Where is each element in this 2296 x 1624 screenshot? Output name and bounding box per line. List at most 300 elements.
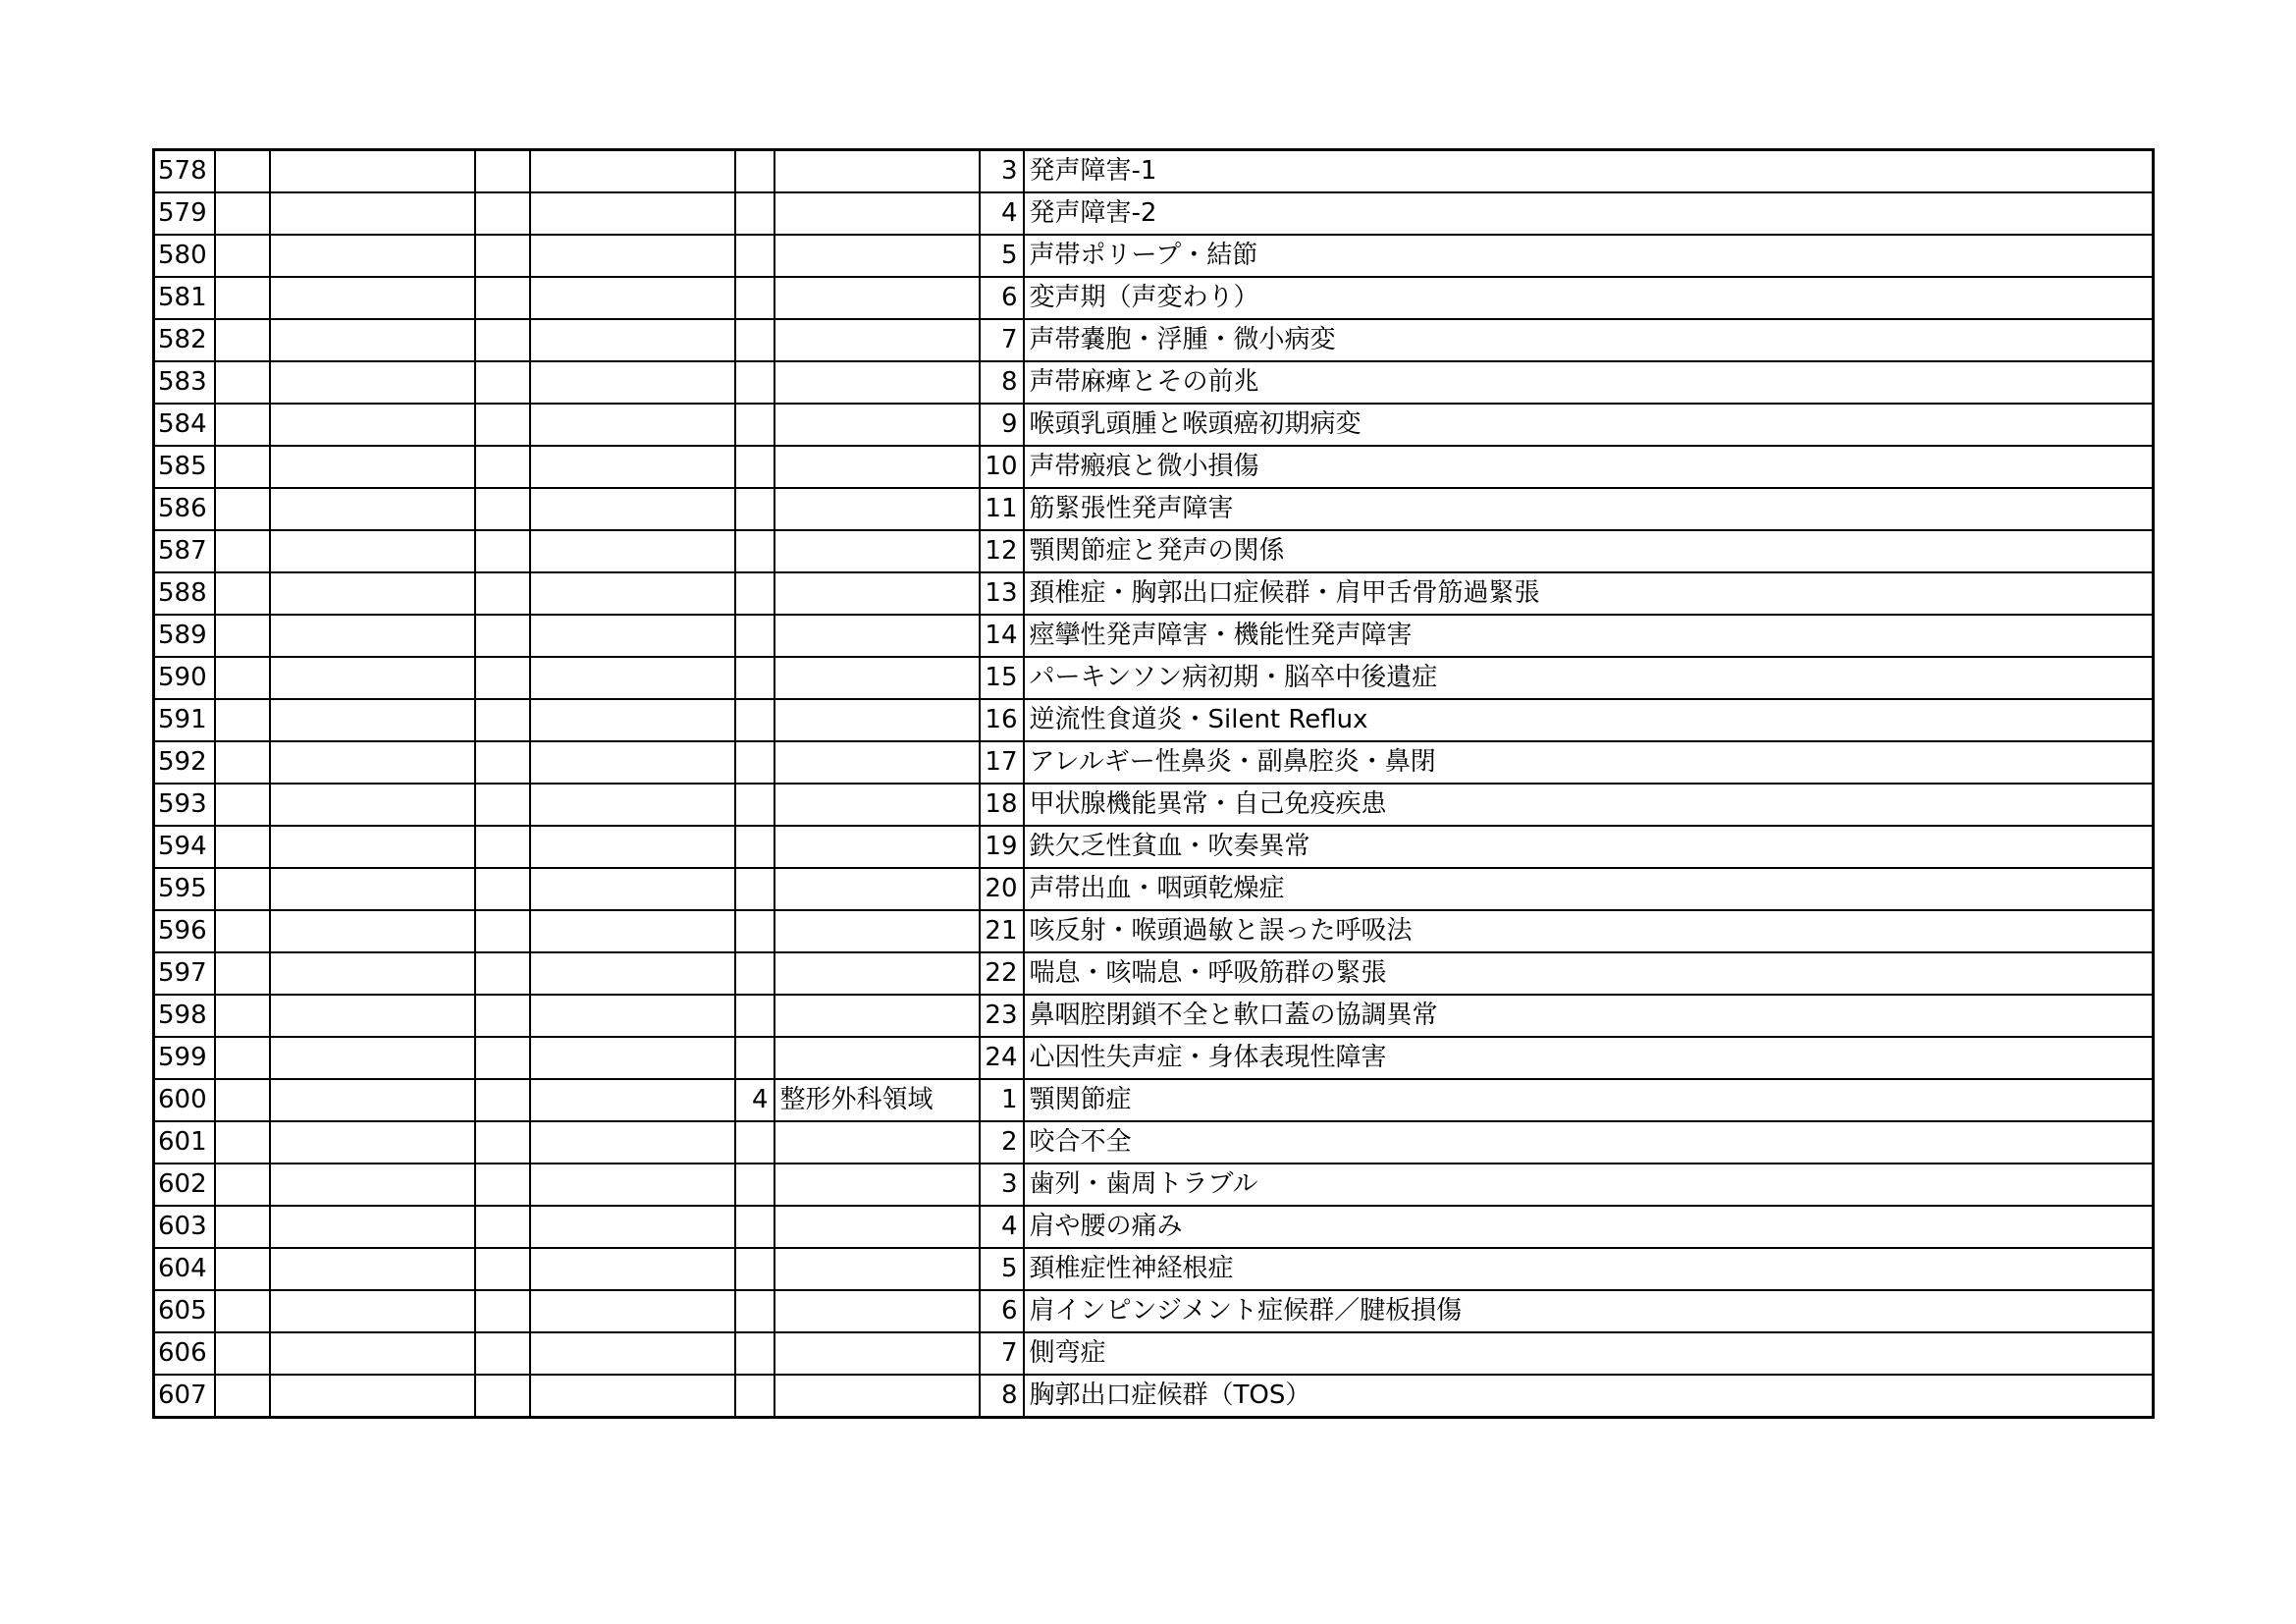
row-number-cell: 587 <box>154 530 215 572</box>
item-title-cell: 声帯ポリープ・結節 <box>1024 235 2154 277</box>
level2-number-cell <box>475 657 530 699</box>
level1-label-cell <box>270 488 475 530</box>
item-number-cell: 2 <box>980 1121 1024 1164</box>
table-row <box>154 404 2154 446</box>
table-row <box>154 361 2154 404</box>
item-title-cell: 顎関節症と発声の関係 <box>1024 530 2154 572</box>
level2-label-cell <box>530 826 735 868</box>
item-title-cell: 鼻咽腔閉鎖不全と軟口蓋の協調異常 <box>1024 995 2154 1037</box>
item-number-cell: 14 <box>980 615 1024 657</box>
row-number-cell: 594 <box>154 826 215 868</box>
level2-label-cell <box>530 150 735 193</box>
item-title-cell: 発声障害-2 <box>1024 192 2154 235</box>
level1-number-cell <box>215 530 270 572</box>
level2-number-cell <box>475 1164 530 1206</box>
table-row <box>154 1375 2154 1418</box>
level3-label-cell <box>774 784 980 826</box>
item-number-cell: 12 <box>980 530 1024 572</box>
item-number-cell: 20 <box>980 868 1024 910</box>
level1-label-cell <box>270 1164 475 1206</box>
table-row <box>154 192 2154 235</box>
item-number-cell: 18 <box>980 784 1024 826</box>
level1-number-cell <box>215 952 270 995</box>
row-number-cell: 600 <box>154 1079 215 1121</box>
level1-label-cell <box>270 1037 475 1079</box>
level1-label-cell <box>270 319 475 361</box>
level3-label-cell <box>774 868 980 910</box>
level2-label-cell <box>530 446 735 488</box>
level3-label-cell <box>774 826 980 868</box>
level1-label-cell <box>270 572 475 615</box>
item-title-cell: 声帯嚢胞・浮腫・微小病変 <box>1024 319 2154 361</box>
level1-label-cell <box>270 699 475 741</box>
level2-number-cell <box>475 1121 530 1164</box>
level3-number-cell <box>735 150 774 193</box>
level2-label-cell <box>530 910 735 952</box>
level3-label-cell <box>774 277 980 319</box>
level2-number-cell <box>475 572 530 615</box>
level1-label-cell <box>270 1290 475 1332</box>
row-number-cell: 590 <box>154 657 215 699</box>
table-row <box>154 1248 2154 1290</box>
level2-number-cell <box>475 530 530 572</box>
level1-label-cell <box>270 741 475 784</box>
item-number-cell: 7 <box>980 319 1024 361</box>
level1-label-cell <box>270 1206 475 1248</box>
level2-number-cell <box>475 488 530 530</box>
row-number-cell: 589 <box>154 615 215 657</box>
level2-label-cell <box>530 1290 735 1332</box>
level3-number-cell <box>735 1375 774 1418</box>
item-title-cell: 胸郭出口症候群（TOS） <box>1024 1375 2154 1418</box>
item-number-cell: 9 <box>980 404 1024 446</box>
level1-label-cell <box>270 784 475 826</box>
level1-number-cell <box>215 1121 270 1164</box>
level2-number-cell <box>475 150 530 193</box>
level3-number-cell <box>735 995 774 1037</box>
item-number-cell: 7 <box>980 1332 1024 1375</box>
item-title-cell: 頚椎症・胸郭出口症候群・肩甲舌骨筋過緊張 <box>1024 572 2154 615</box>
table-row <box>154 319 2154 361</box>
level3-label-cell <box>774 1206 980 1248</box>
level2-label-cell <box>530 361 735 404</box>
level3-number-cell <box>735 530 774 572</box>
level3-number-cell <box>735 1206 774 1248</box>
item-title-cell: パーキンソン病初期・脳卒中後遺症 <box>1024 657 2154 699</box>
table-row <box>154 1290 2154 1332</box>
row-number-cell: 584 <box>154 404 215 446</box>
table-row <box>154 150 2154 193</box>
level1-label-cell <box>270 150 475 193</box>
item-title-cell: 顎関節症 <box>1024 1079 2154 1121</box>
item-number-cell: 6 <box>980 1290 1024 1332</box>
level3-label-cell <box>774 446 980 488</box>
level3-number-cell <box>735 741 774 784</box>
level3-label-cell <box>774 1037 980 1079</box>
level2-number-cell <box>475 1248 530 1290</box>
level1-label-cell <box>270 530 475 572</box>
table-row <box>154 615 2154 657</box>
level3-number-cell <box>735 615 774 657</box>
level2-label-cell <box>530 1164 735 1206</box>
level2-number-cell <box>475 784 530 826</box>
row-number-cell: 581 <box>154 277 215 319</box>
level3-number-cell <box>735 910 774 952</box>
item-number-cell: 8 <box>980 361 1024 404</box>
level1-number-cell <box>215 1206 270 1248</box>
row-number-cell: 586 <box>154 488 215 530</box>
item-title-cell: 逆流性食道炎・Silent Reflux <box>1024 699 2154 741</box>
level3-label-cell <box>774 910 980 952</box>
item-number-cell: 4 <box>980 1206 1024 1248</box>
level3-number-cell <box>735 1037 774 1079</box>
level1-number-cell <box>215 1037 270 1079</box>
level3-number-cell <box>735 1290 774 1332</box>
level3-number-cell <box>735 657 774 699</box>
row-number-cell: 596 <box>154 910 215 952</box>
table-row <box>154 446 2154 488</box>
level1-number-cell <box>215 572 270 615</box>
item-number-cell: 13 <box>980 572 1024 615</box>
item-number-cell: 17 <box>980 741 1024 784</box>
level1-number-cell <box>215 615 270 657</box>
item-number-cell: 6 <box>980 277 1024 319</box>
row-number-cell: 582 <box>154 319 215 361</box>
level2-label-cell <box>530 277 735 319</box>
table-row <box>154 995 2154 1037</box>
level3-label-cell <box>774 1248 980 1290</box>
level1-number-cell <box>215 1164 270 1206</box>
level3-number-cell <box>735 699 774 741</box>
level2-label-cell <box>530 784 735 826</box>
row-number-cell: 585 <box>154 446 215 488</box>
item-title-cell: 肩や腰の痛み <box>1024 1206 2154 1248</box>
item-title-cell: 側弯症 <box>1024 1332 2154 1375</box>
level3-label-cell <box>774 530 980 572</box>
item-title-cell: 甲状腺機能異常・自己免疫疾患 <box>1024 784 2154 826</box>
table-row <box>154 952 2154 995</box>
level1-number-cell <box>215 741 270 784</box>
row-number-cell: 601 <box>154 1121 215 1164</box>
level3-number-cell <box>735 319 774 361</box>
level3-number-cell <box>735 235 774 277</box>
level1-number-cell <box>215 277 270 319</box>
item-number-cell: 3 <box>980 150 1024 193</box>
level3-number-cell <box>735 1164 774 1206</box>
level3-number-cell <box>735 192 774 235</box>
level1-label-cell <box>270 952 475 995</box>
level1-label-cell <box>270 361 475 404</box>
level1-number-cell <box>215 910 270 952</box>
level2-label-cell <box>530 404 735 446</box>
level2-label-cell <box>530 615 735 657</box>
level3-label-cell <box>774 952 980 995</box>
table-row <box>154 868 2154 910</box>
table-row <box>154 657 2154 699</box>
item-title-cell: 痙攣性発声障害・機能性発声障害 <box>1024 615 2154 657</box>
level1-label-cell <box>270 1375 475 1418</box>
level3-label-cell <box>774 488 980 530</box>
item-number-cell: 1 <box>980 1079 1024 1121</box>
level3-number-cell <box>735 1332 774 1375</box>
row-number-cell: 592 <box>154 741 215 784</box>
level1-number-cell <box>215 826 270 868</box>
table-row <box>154 1037 2154 1079</box>
level2-number-cell <box>475 1290 530 1332</box>
row-number-cell: 605 <box>154 1290 215 1332</box>
row-number-cell: 607 <box>154 1375 215 1418</box>
level2-label-cell <box>530 319 735 361</box>
level3-number-cell <box>735 952 774 995</box>
level1-number-cell <box>215 150 270 193</box>
item-title-cell: 咳反射・喉頭過敏と誤った呼吸法 <box>1024 910 2154 952</box>
item-number-cell: 5 <box>980 235 1024 277</box>
level2-number-cell <box>475 868 530 910</box>
level2-label-cell <box>530 530 735 572</box>
level1-number-cell <box>215 361 270 404</box>
level2-label-cell <box>530 868 735 910</box>
level2-number-cell <box>475 826 530 868</box>
level2-number-cell <box>475 235 530 277</box>
level1-number-cell <box>215 235 270 277</box>
level2-number-cell <box>475 1332 530 1375</box>
level2-number-cell <box>475 910 530 952</box>
row-number-cell: 578 <box>154 150 215 193</box>
level1-label-cell <box>270 910 475 952</box>
row-number-cell: 593 <box>154 784 215 826</box>
level1-number-cell <box>215 995 270 1037</box>
item-title-cell: 咬合不全 <box>1024 1121 2154 1164</box>
level2-label-cell <box>530 699 735 741</box>
level2-number-cell <box>475 995 530 1037</box>
table-row <box>154 530 2154 572</box>
index-table <box>152 148 2155 1419</box>
level2-label-cell <box>530 952 735 995</box>
level2-number-cell <box>475 615 530 657</box>
level3-label-cell <box>774 150 980 193</box>
table-body <box>154 150 2154 1418</box>
item-title-cell: 筋緊張性発声障害 <box>1024 488 2154 530</box>
level3-label-cell <box>774 699 980 741</box>
row-number-cell: 602 <box>154 1164 215 1206</box>
table-row <box>154 1164 2154 1206</box>
item-title-cell: 声帯瘢痕と微小損傷 <box>1024 446 2154 488</box>
level2-label-cell <box>530 235 735 277</box>
table-row <box>154 1206 2154 1248</box>
level2-label-cell <box>530 1375 735 1418</box>
level1-label-cell <box>270 277 475 319</box>
level3-label-cell <box>774 404 980 446</box>
level3-number-cell <box>735 488 774 530</box>
level3-label-cell <box>774 741 980 784</box>
table-row <box>154 277 2154 319</box>
level1-number-cell <box>215 1375 270 1418</box>
row-number-cell: 583 <box>154 361 215 404</box>
level3-label-cell <box>774 1375 980 1418</box>
level3-label-cell <box>774 615 980 657</box>
table-row <box>154 699 2154 741</box>
row-number-cell: 603 <box>154 1206 215 1248</box>
level2-number-cell <box>475 192 530 235</box>
row-number-cell: 580 <box>154 235 215 277</box>
level3-number-cell <box>735 826 774 868</box>
level1-label-cell <box>270 868 475 910</box>
table-row <box>154 1121 2154 1164</box>
item-title-cell: 頚椎症性神経根症 <box>1024 1248 2154 1290</box>
level2-label-cell <box>530 1248 735 1290</box>
level3-label-cell <box>774 192 980 235</box>
level2-number-cell <box>475 404 530 446</box>
item-title-cell: 喘息・咳喘息・呼吸筋群の緊張 <box>1024 952 2154 995</box>
level3-label-cell <box>774 1290 980 1332</box>
table-row <box>154 1079 2154 1121</box>
level3-number-cell <box>735 572 774 615</box>
item-number-cell: 16 <box>980 699 1024 741</box>
level2-label-cell <box>530 192 735 235</box>
level1-number-cell <box>215 192 270 235</box>
level1-label-cell <box>270 235 475 277</box>
row-number-cell: 599 <box>154 1037 215 1079</box>
item-number-cell: 4 <box>980 192 1024 235</box>
row-number-cell: 606 <box>154 1332 215 1375</box>
level3-label-cell <box>774 1164 980 1206</box>
item-number-cell: 11 <box>980 488 1024 530</box>
level2-number-cell <box>475 319 530 361</box>
level3-label-cell <box>774 319 980 361</box>
level2-label-cell <box>530 657 735 699</box>
level1-label-cell <box>270 192 475 235</box>
item-number-cell: 5 <box>980 1248 1024 1290</box>
table-row <box>154 910 2154 952</box>
level1-label-cell <box>270 1332 475 1375</box>
table-row <box>154 784 2154 826</box>
level2-label-cell <box>530 741 735 784</box>
item-title-cell: 声帯出血・咽頭乾燥症 <box>1024 868 2154 910</box>
level1-label-cell <box>270 446 475 488</box>
item-title-cell: 声帯麻痺とその前兆 <box>1024 361 2154 404</box>
row-number-cell: 595 <box>154 868 215 910</box>
row-number-cell: 598 <box>154 995 215 1037</box>
level1-label-cell <box>270 657 475 699</box>
item-title-cell: アレルギー性鼻炎・副鼻腔炎・鼻閉 <box>1024 741 2154 784</box>
level3-label-cell <box>774 572 980 615</box>
level1-label-cell <box>270 1121 475 1164</box>
level1-number-cell <box>215 784 270 826</box>
table-row <box>154 488 2154 530</box>
level3-number-cell <box>735 1248 774 1290</box>
item-title-cell: 変声期（声変わり） <box>1024 277 2154 319</box>
row-number-cell: 604 <box>154 1248 215 1290</box>
item-title-cell: 鉄欠乏性貧血・吹奏異常 <box>1024 826 2154 868</box>
level1-label-cell <box>270 995 475 1037</box>
table-row <box>154 826 2154 868</box>
level3-label-cell <box>774 235 980 277</box>
item-number-cell: 19 <box>980 826 1024 868</box>
level2-label-cell <box>530 488 735 530</box>
level3-number-cell <box>735 277 774 319</box>
level1-number-cell <box>215 488 270 530</box>
level1-label-cell <box>270 826 475 868</box>
level2-number-cell <box>475 741 530 784</box>
level1-number-cell <box>215 699 270 741</box>
item-title-cell: 喉頭乳頭腫と喉頭癌初期病変 <box>1024 404 2154 446</box>
table-row <box>154 741 2154 784</box>
table-row <box>154 1332 2154 1375</box>
level1-number-cell <box>215 1248 270 1290</box>
row-number-cell: 597 <box>154 952 215 995</box>
table-row <box>154 235 2154 277</box>
item-number-cell: 21 <box>980 910 1024 952</box>
level3-label-cell: 整形外科領域 <box>774 1079 980 1121</box>
level2-number-cell <box>475 952 530 995</box>
item-number-cell: 23 <box>980 995 1024 1037</box>
level1-number-cell <box>215 868 270 910</box>
item-title-cell: 肩インピンジメント症候群／腱板損傷 <box>1024 1290 2154 1332</box>
level1-number-cell <box>215 657 270 699</box>
level2-label-cell <box>530 1079 735 1121</box>
level2-number-cell <box>475 699 530 741</box>
item-number-cell: 15 <box>980 657 1024 699</box>
row-number-cell: 591 <box>154 699 215 741</box>
level2-number-cell <box>475 1206 530 1248</box>
level3-number-cell <box>735 361 774 404</box>
level2-number-cell <box>475 1079 530 1121</box>
item-number-cell: 3 <box>980 1164 1024 1206</box>
item-number-cell: 10 <box>980 446 1024 488</box>
row-number-cell: 588 <box>154 572 215 615</box>
item-number-cell: 24 <box>980 1037 1024 1079</box>
level1-number-cell <box>215 446 270 488</box>
level1-label-cell <box>270 404 475 446</box>
item-title-cell: 心因性失声症・身体表現性障害 <box>1024 1037 2154 1079</box>
table-row <box>154 572 2154 615</box>
level2-label-cell <box>530 1206 735 1248</box>
level1-label-cell <box>270 1248 475 1290</box>
level3-number-cell <box>735 868 774 910</box>
item-number-cell: 22 <box>980 952 1024 995</box>
row-number-cell: 579 <box>154 192 215 235</box>
level3-label-cell <box>774 361 980 404</box>
level2-number-cell <box>475 446 530 488</box>
item-title-cell: 発声障害-1 <box>1024 150 2154 193</box>
level3-label-cell <box>774 1121 980 1164</box>
level3-number-cell <box>735 446 774 488</box>
level3-label-cell <box>774 995 980 1037</box>
level2-number-cell <box>475 361 530 404</box>
level2-number-cell <box>475 1037 530 1079</box>
level2-label-cell <box>530 1121 735 1164</box>
level2-label-cell <box>530 572 735 615</box>
level2-label-cell <box>530 995 735 1037</box>
level1-label-cell <box>270 1079 475 1121</box>
level2-number-cell <box>475 277 530 319</box>
level3-number-cell: 4 <box>735 1079 774 1121</box>
level2-label-cell <box>530 1332 735 1375</box>
item-title-cell: 歯列・歯周トラブル <box>1024 1164 2154 1206</box>
level3-number-cell <box>735 1121 774 1164</box>
level3-label-cell <box>774 1332 980 1375</box>
level3-label-cell <box>774 657 980 699</box>
level1-number-cell <box>215 1332 270 1375</box>
level3-number-cell <box>735 784 774 826</box>
level1-number-cell <box>215 1079 270 1121</box>
level3-number-cell <box>735 404 774 446</box>
level1-number-cell <box>215 1290 270 1332</box>
level1-label-cell <box>270 615 475 657</box>
level2-number-cell <box>475 1375 530 1418</box>
level1-number-cell <box>215 319 270 361</box>
item-number-cell: 8 <box>980 1375 1024 1418</box>
